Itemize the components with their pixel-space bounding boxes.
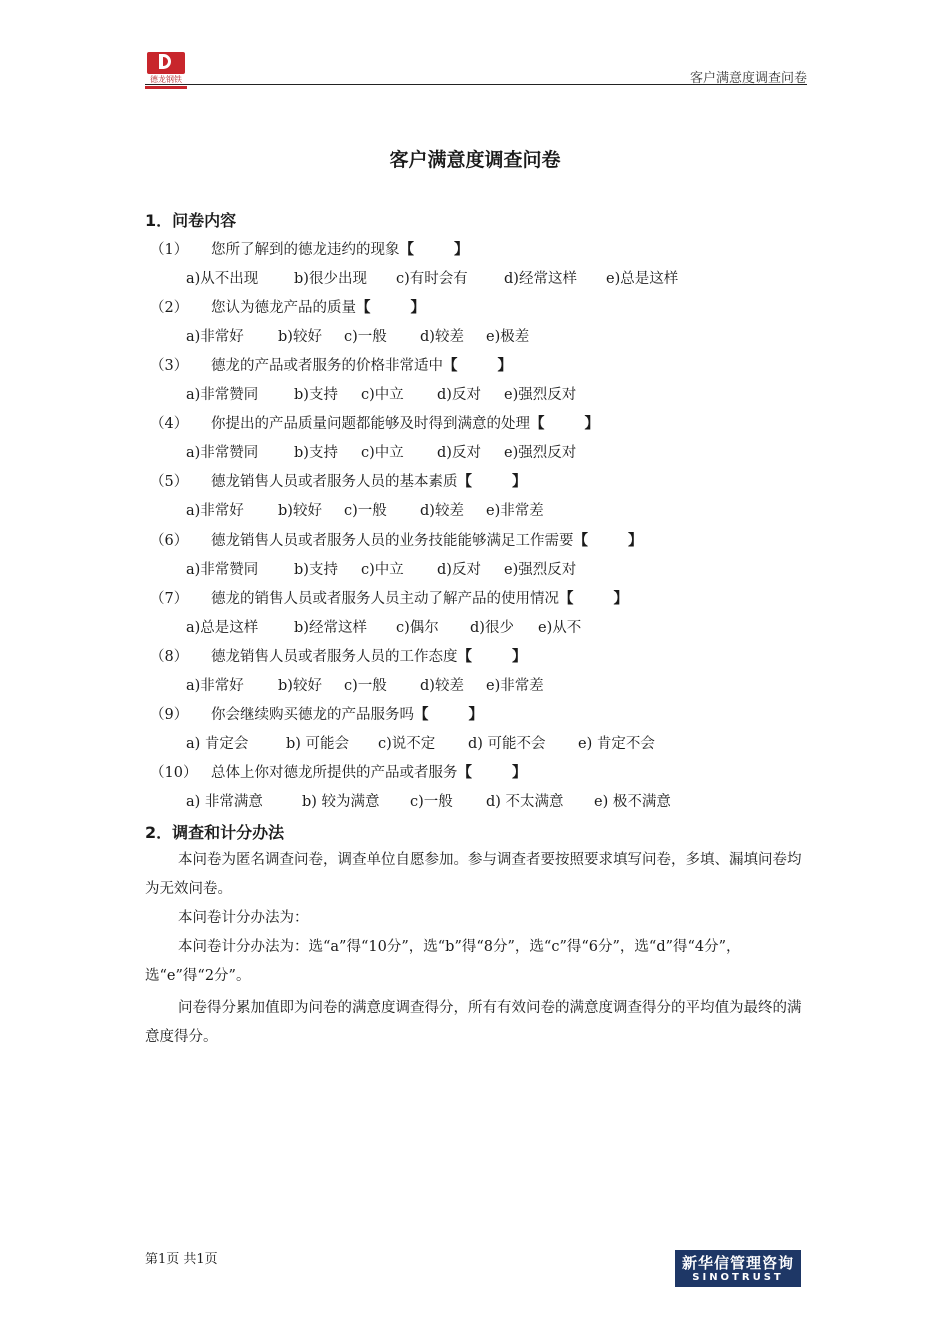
answer-option: c)说不定 bbox=[378, 736, 436, 752]
answer-option: b)支持 bbox=[294, 562, 338, 578]
answer-option: a)非常赞同 bbox=[186, 387, 259, 403]
answer-option: a)非常好 bbox=[186, 678, 244, 694]
document-title: 客户满意度调查问卷 bbox=[389, 149, 561, 171]
question-text-wrap bbox=[211, 238, 469, 259]
header-divider bbox=[145, 84, 807, 85]
section-heading-scoring: 2．调查和计分办法 bbox=[145, 823, 285, 842]
answer-option: d)经常这样 bbox=[504, 271, 577, 287]
question-text-wrap bbox=[211, 354, 512, 375]
answer-bracket-open: 【 bbox=[457, 765, 472, 781]
answer-option: e) 肯定不会 bbox=[578, 736, 655, 752]
question-text-wrap bbox=[211, 587, 628, 608]
question-number: （9） bbox=[150, 707, 189, 723]
answer-option: c)偶尔 bbox=[396, 620, 439, 636]
answer-option: c)一般 bbox=[344, 503, 387, 519]
question-text: 总体上你对德龙所提供的产品或者服务 bbox=[211, 765, 458, 781]
answer-bracket-close: 】 bbox=[497, 358, 512, 374]
answer-option: c)一般 bbox=[344, 329, 387, 345]
paragraph-final-score: 问卷得分累加值即为问卷的满意度调查得分，所有有效问卷的满意度调查得分的平均值为最终的满意度得分。 bbox=[145, 1000, 802, 1045]
answer-option: a)非常好 bbox=[186, 503, 244, 519]
answer-option: b)支持 bbox=[294, 445, 338, 461]
answer-option: c)一般 bbox=[344, 678, 387, 694]
question-text-wrap bbox=[211, 296, 425, 317]
answer-option: e) 极不满意 bbox=[594, 794, 671, 810]
answer-option: c)一般 bbox=[410, 794, 453, 810]
answer-bracket-open: 【 bbox=[457, 474, 472, 490]
question-text-wrap bbox=[211, 412, 599, 433]
question-text-wrap bbox=[211, 529, 643, 550]
paragraph-scoring-rule: 本问卷计分办法为：选“a”得“10分”，选“b”得“8分”，选“c”得“6分”，选“d”得“4分”，选“e”得“2分”。 bbox=[145, 939, 741, 984]
answer-option: d) 不太满意 bbox=[486, 794, 564, 810]
answer-option: b) 可能会 bbox=[286, 736, 350, 752]
answer-bracket-close: 】 bbox=[613, 591, 628, 607]
answer-bracket-open: 【 bbox=[414, 707, 429, 723]
question-text: 你会继续购买德龙的产品服务吗 bbox=[211, 707, 414, 723]
question-text-wrap bbox=[211, 703, 483, 724]
answer-bracket-close: 】 bbox=[512, 474, 527, 490]
header-title: 客户满意度调查问卷 bbox=[689, 71, 807, 86]
answer-option: b)支持 bbox=[294, 387, 338, 403]
answer-bracket-close: 】 bbox=[468, 707, 483, 723]
answer-option: d)很少 bbox=[470, 620, 514, 636]
page-number: 第1页 共1页 bbox=[145, 1252, 218, 1267]
question-number: （10） bbox=[150, 765, 198, 781]
question-text: 你提出的产品质量问题都能够及时得到满意的处理 bbox=[211, 416, 530, 432]
question-text-wrap bbox=[211, 470, 527, 491]
question-text: 您认为德龙产品的质量 bbox=[211, 300, 356, 316]
answer-bracket-close: 】 bbox=[454, 242, 469, 258]
answer-bracket-close: 】 bbox=[512, 649, 527, 665]
question-number: （7） bbox=[150, 591, 189, 607]
answer-option: d)反对 bbox=[437, 562, 481, 578]
question-text: 德龙的产品或者服务的价格非常适中 bbox=[211, 358, 443, 374]
answer-option: a)非常赞同 bbox=[186, 445, 259, 461]
answer-option: b)很少出现 bbox=[294, 271, 367, 287]
answer-option: d)较差 bbox=[420, 503, 464, 519]
question-number: （4） bbox=[150, 416, 189, 432]
answer-bracket-open: 【 bbox=[530, 416, 545, 432]
question-text: 德龙销售人员或者服务人员的工作态度 bbox=[211, 649, 458, 665]
question-number: （2） bbox=[150, 300, 189, 316]
answer-option: e)非常差 bbox=[486, 503, 544, 519]
answer-option: d)反对 bbox=[437, 387, 481, 403]
page-header bbox=[145, 48, 807, 88]
answer-option: a)从不出现 bbox=[186, 271, 259, 287]
answer-option: a) 肯定会 bbox=[186, 736, 249, 752]
answer-option: a)总是这样 bbox=[186, 620, 259, 636]
answer-bracket-close: 】 bbox=[628, 533, 643, 549]
answer-bracket-open: 【 bbox=[559, 591, 574, 607]
question-text-wrap bbox=[211, 645, 527, 666]
answer-option: d) 可能不会 bbox=[468, 736, 546, 752]
answer-bracket-open: 【 bbox=[573, 533, 588, 549]
answer-option: b)较好 bbox=[278, 678, 322, 694]
logo-text: 德龙钢铁 bbox=[150, 75, 182, 84]
sinotrust-logo bbox=[675, 1250, 801, 1287]
question-number: （6） bbox=[150, 533, 189, 549]
sinotrust-logo-cn: 新华信管理咨询 bbox=[681, 1254, 794, 1272]
answer-option: e)从不 bbox=[538, 620, 582, 636]
question-number: （5） bbox=[150, 474, 189, 490]
question-number: （3） bbox=[150, 358, 189, 374]
answer-option: b) 较为满意 bbox=[302, 794, 380, 810]
answer-option: e)强烈反对 bbox=[504, 562, 577, 578]
paragraph-scoring-label: 本问卷计分办法为： bbox=[178, 910, 309, 926]
answer-option: d)反对 bbox=[437, 445, 481, 461]
answer-option: b)较好 bbox=[278, 503, 322, 519]
answer-bracket-open: 【 bbox=[457, 649, 472, 665]
question-text: 德龙的销售人员或者服务人员主动了解产品的使用情况 bbox=[211, 591, 559, 607]
answer-option: b)经常这样 bbox=[294, 620, 367, 636]
answer-option: b)较好 bbox=[278, 329, 322, 345]
delong-logo bbox=[145, 52, 187, 88]
paragraph-intro: 本问卷为匿名调查问卷，调查单位自愿参加。参与调查者要按照要求填写问卷，多填、漏填问卷均为无效问卷。 bbox=[145, 852, 802, 897]
answer-option: c)中立 bbox=[361, 562, 404, 578]
answer-option: a) 非常满意 bbox=[186, 794, 263, 810]
answer-option: d)较差 bbox=[420, 329, 464, 345]
section-heading-questionnaire: 1．问卷内容 bbox=[145, 211, 237, 230]
answer-bracket-open: 【 bbox=[399, 242, 414, 258]
logo-d-icon bbox=[147, 52, 185, 74]
answer-option: c)中立 bbox=[361, 387, 404, 403]
question-text: 德龙销售人员或者服务人员的基本素质 bbox=[211, 474, 458, 490]
answer-bracket-close: 】 bbox=[512, 765, 527, 781]
answer-option: e)总是这样 bbox=[606, 271, 679, 287]
answer-option: c)有时会有 bbox=[396, 271, 468, 287]
answer-bracket-close: 】 bbox=[410, 300, 425, 316]
question-text-wrap bbox=[211, 761, 527, 782]
question-number: （8） bbox=[150, 649, 189, 665]
question-number: （1） bbox=[150, 242, 189, 258]
answer-option: c)中立 bbox=[361, 445, 404, 461]
question-text: 德龙销售人员或者服务人员的业务技能能够满足工作需要 bbox=[211, 533, 574, 549]
answer-bracket-close: 】 bbox=[584, 416, 599, 432]
answer-option: e)强烈反对 bbox=[504, 445, 577, 461]
answer-option: e)极差 bbox=[486, 329, 530, 345]
sinotrust-logo-en: SINOTRUST bbox=[692, 1272, 784, 1283]
answer-option: a)非常好 bbox=[186, 329, 244, 345]
question-text: 您所了解到的德龙违约的现象 bbox=[211, 242, 400, 258]
answer-option: a)非常赞同 bbox=[186, 562, 259, 578]
answer-option: d)较差 bbox=[420, 678, 464, 694]
answer-bracket-open: 【 bbox=[356, 300, 371, 316]
answer-bracket-open: 【 bbox=[443, 358, 458, 374]
answer-option: e)非常差 bbox=[486, 678, 544, 694]
answer-option: e)强烈反对 bbox=[504, 387, 577, 403]
